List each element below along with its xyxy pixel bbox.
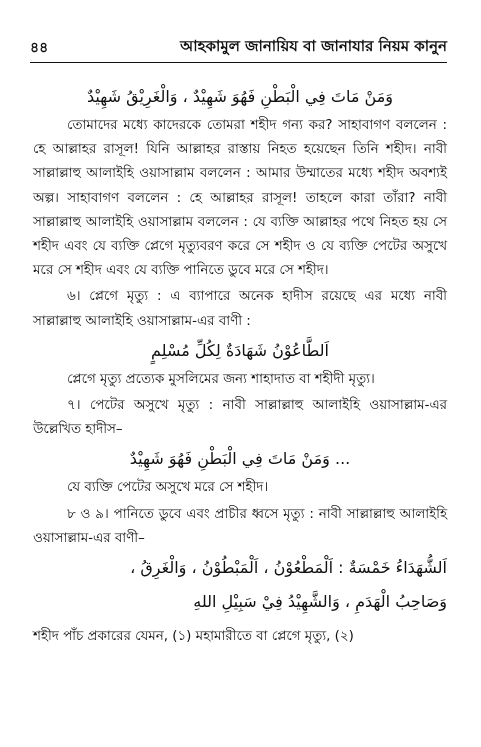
page-header xyxy=(30,38,447,63)
paragraph-stomach-meaning: যে ব্যক্তি পেটের অসুখে মরে সে শহীদ। xyxy=(67,480,269,496)
arabic-verse-stomach: ... وَمَنْ مَاتَ فِي الْبَطْنِ فَهُوَ شَهِيْدٌ xyxy=(129,449,351,469)
paragraph-plague: ৬। প্লেগে মৃত্যু : এ ব্যাপারে অনেক হাদীস রয়েছে এর মধ্যে নাবী সাল্লাল্লাহু আলাইহি ওয়াসাল্লাম-এর বাণী : xyxy=(33,289,447,329)
arabic-verse-martyrs-2: وَصَاحِبُ الْهَدَمِ ، وَالشَّهِيْدُ فِيْ سَبِيْلِ اللهِ xyxy=(193,592,447,612)
paragraph-drowning: ৮ ও ৯। পানিতে ডুবে এবং প্রাচীর ধ্বসে মৃত্যু : নাবী সাল্লাল্লাহু আলাইহি ওয়াসাল্লাম-এর বাণী– xyxy=(33,506,447,546)
paragraph-stomach: ৭। পেটের অসুখে মৃত্যু : নাবী সাল্লাল্লাহু আলাইহি ওয়াসাল্লাম-এর উল্লেখিত হাদীস– xyxy=(33,398,447,438)
page-number: ৪৪ xyxy=(30,40,49,56)
arabic-verse-plague: اَلطَّاعُوْنُ شَهَادَةٌ لِكُلِّ مُسْلِمٍ xyxy=(151,340,329,360)
arabic-verse-1: وَمَنْ مَاتَ فِي الْبَطْنِ فَهُوَ شَهِيْدٌ ، وَالْغَرِيْقُ شَهِيْدٌ xyxy=(87,87,393,106)
paragraph-1: তোমাদের মধ্যে কাদেরকে তোমরা শহীদ গন্য কর? সাহাবাগণ বললেন : হে আল্লাহর রাসূল! যিনি আল্লাহর রাস্তায় নিহত হয়েছেন তিনি শহীদ। নাবী সাল্লাল্লাহু আলাইহি ওয়াসাল্লাম বললেন : আমার উম্মাতের মধ্যে শহীদ অবশ্যই অল্প। সাহাবাগণ বললেন : হে আল্লাহর রাসূল! তাহলে কারা তাঁরা? নাবী সাল্লাল্লাহু আলাইহি ওয়াসাল্লাম বললেন : যে ব্যক্তি আল্লাহর পথে নিহত হয় সে শহীদ এবং যে ব্যক্তি প্লেগে মৃত্যুবরণ করে সে শহীদ ও যে ব্যক্তি পেটের অসুখে মরে সে শহীদ এবং যে ব্যক্তি পানিতে ডুবে মরে সে শহীদ। xyxy=(33,118,447,279)
paragraph-five-types: শহীদ পাঁচ প্রকারের যেমন, (১) মহামারীতে বা প্লেগে মৃত্যু, (২) xyxy=(33,629,354,645)
page-body xyxy=(33,80,447,649)
arabic-verse-martyrs-1: اَلشُّهَدَاءُ خَمْسَةٌ : اَلْمَطْعُوْنُ ، اَلْمَبْطُوْنُ ، وَالْغَرِقُ ، xyxy=(130,558,447,578)
running-title: আহকামুল জানায়িয বা জানাযার নিয়ম কানুন xyxy=(180,37,447,55)
paragraph-plague-meaning: প্লেগে মৃত্যু প্রত্যেক মুসলিমের জন্য শাহাদাত বা শহীদী মৃত্যু। xyxy=(67,371,375,387)
